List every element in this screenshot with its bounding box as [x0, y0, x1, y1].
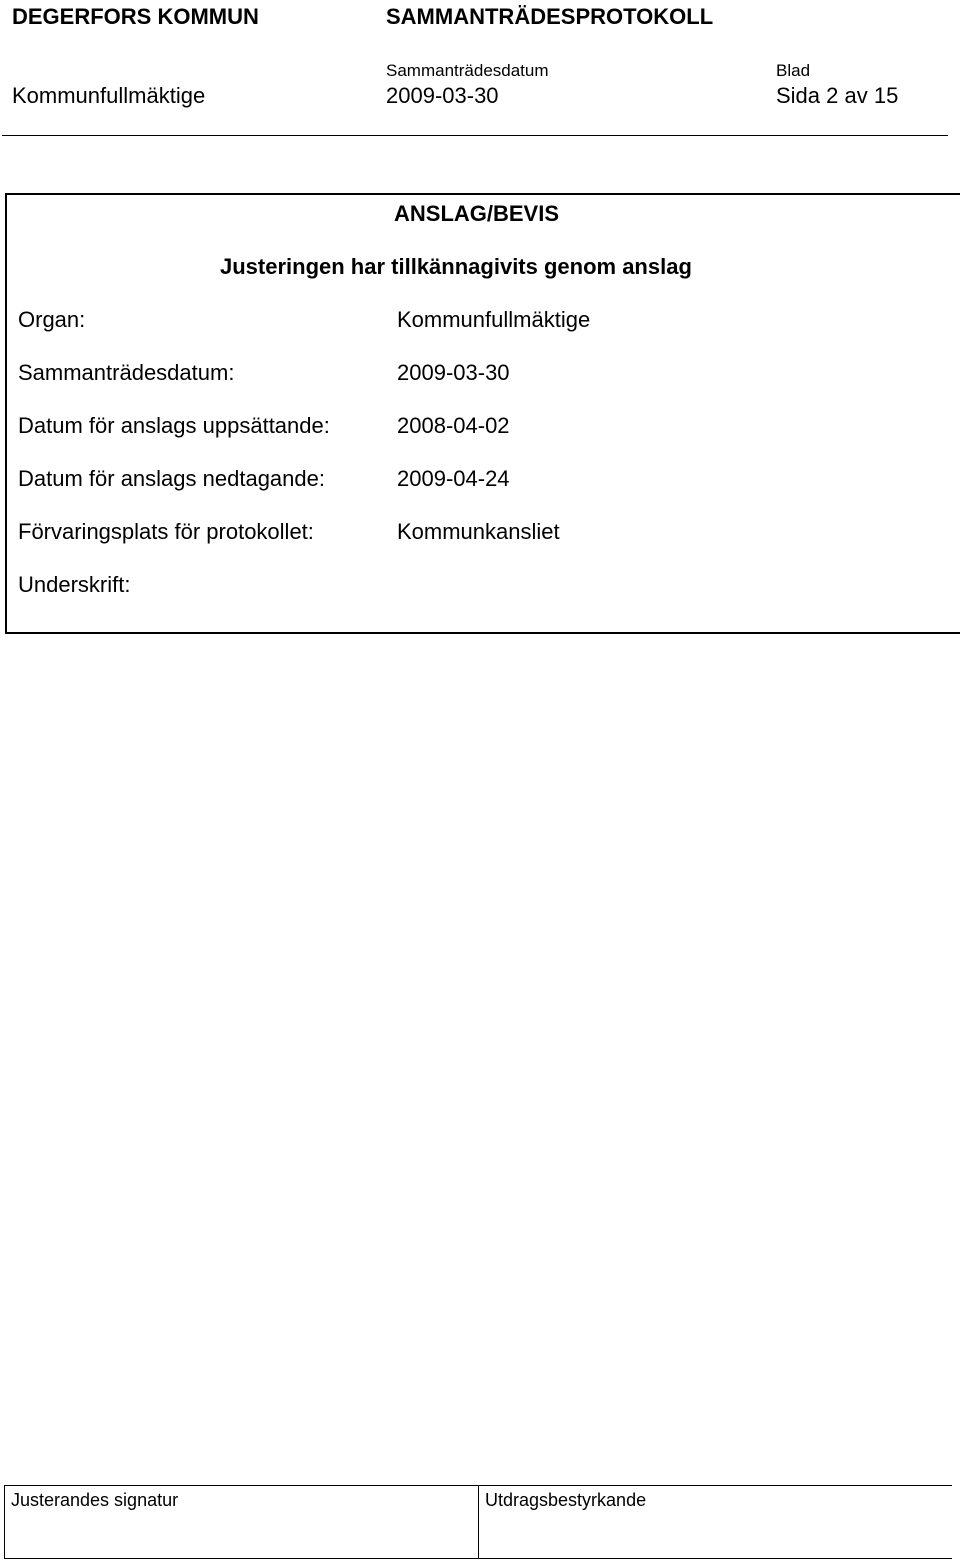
date-label: Sammanträdesdatum [386, 61, 549, 80]
header-divider [2, 135, 948, 136]
field-value-posted-date: 2008-04-02 [397, 413, 510, 438]
page-number: Sida 2 av 15 [776, 83, 899, 108]
page-label: Blad [776, 61, 811, 80]
signature-label: Justerandes signatur [11, 1490, 179, 1510]
field-value-organ: Kommunfullmäktige [397, 307, 591, 332]
field-label-removed-date: Datum för anslags nedtagande: [18, 466, 325, 491]
field-label-meeting-date: Sammanträdesdatum: [18, 360, 235, 385]
field-label-organ: Organ: [18, 307, 86, 332]
field-value-storage: Kommunkansliet [397, 519, 560, 544]
notice-title: ANSLAG/BEVIS [394, 201, 560, 226]
field-label-posted-date: Datum för anslags uppsättande: [18, 413, 330, 438]
field-value-meeting-date: 2009-03-30 [397, 360, 510, 385]
signature-box [4, 1485, 478, 1559]
document-type: SAMMANTRÄDESPROTOKOLL [386, 4, 714, 29]
field-value-removed-date: 2009-04-24 [397, 466, 510, 491]
body-name: Kommunfullmäktige [12, 83, 206, 108]
certifier-box [478, 1485, 952, 1559]
certifier-label: Utdragsbestyrkande [485, 1490, 647, 1510]
meeting-date: 2009-03-30 [386, 83, 499, 108]
notice-subtitle: Justeringen har tillkännagivits genom anslag [220, 254, 692, 279]
municipality-name: DEGERFORS KOMMUN [12, 4, 259, 29]
field-label-storage: Förvaringsplats för protokollet: [18, 519, 314, 544]
field-label-signature: Underskrift: [18, 572, 131, 597]
